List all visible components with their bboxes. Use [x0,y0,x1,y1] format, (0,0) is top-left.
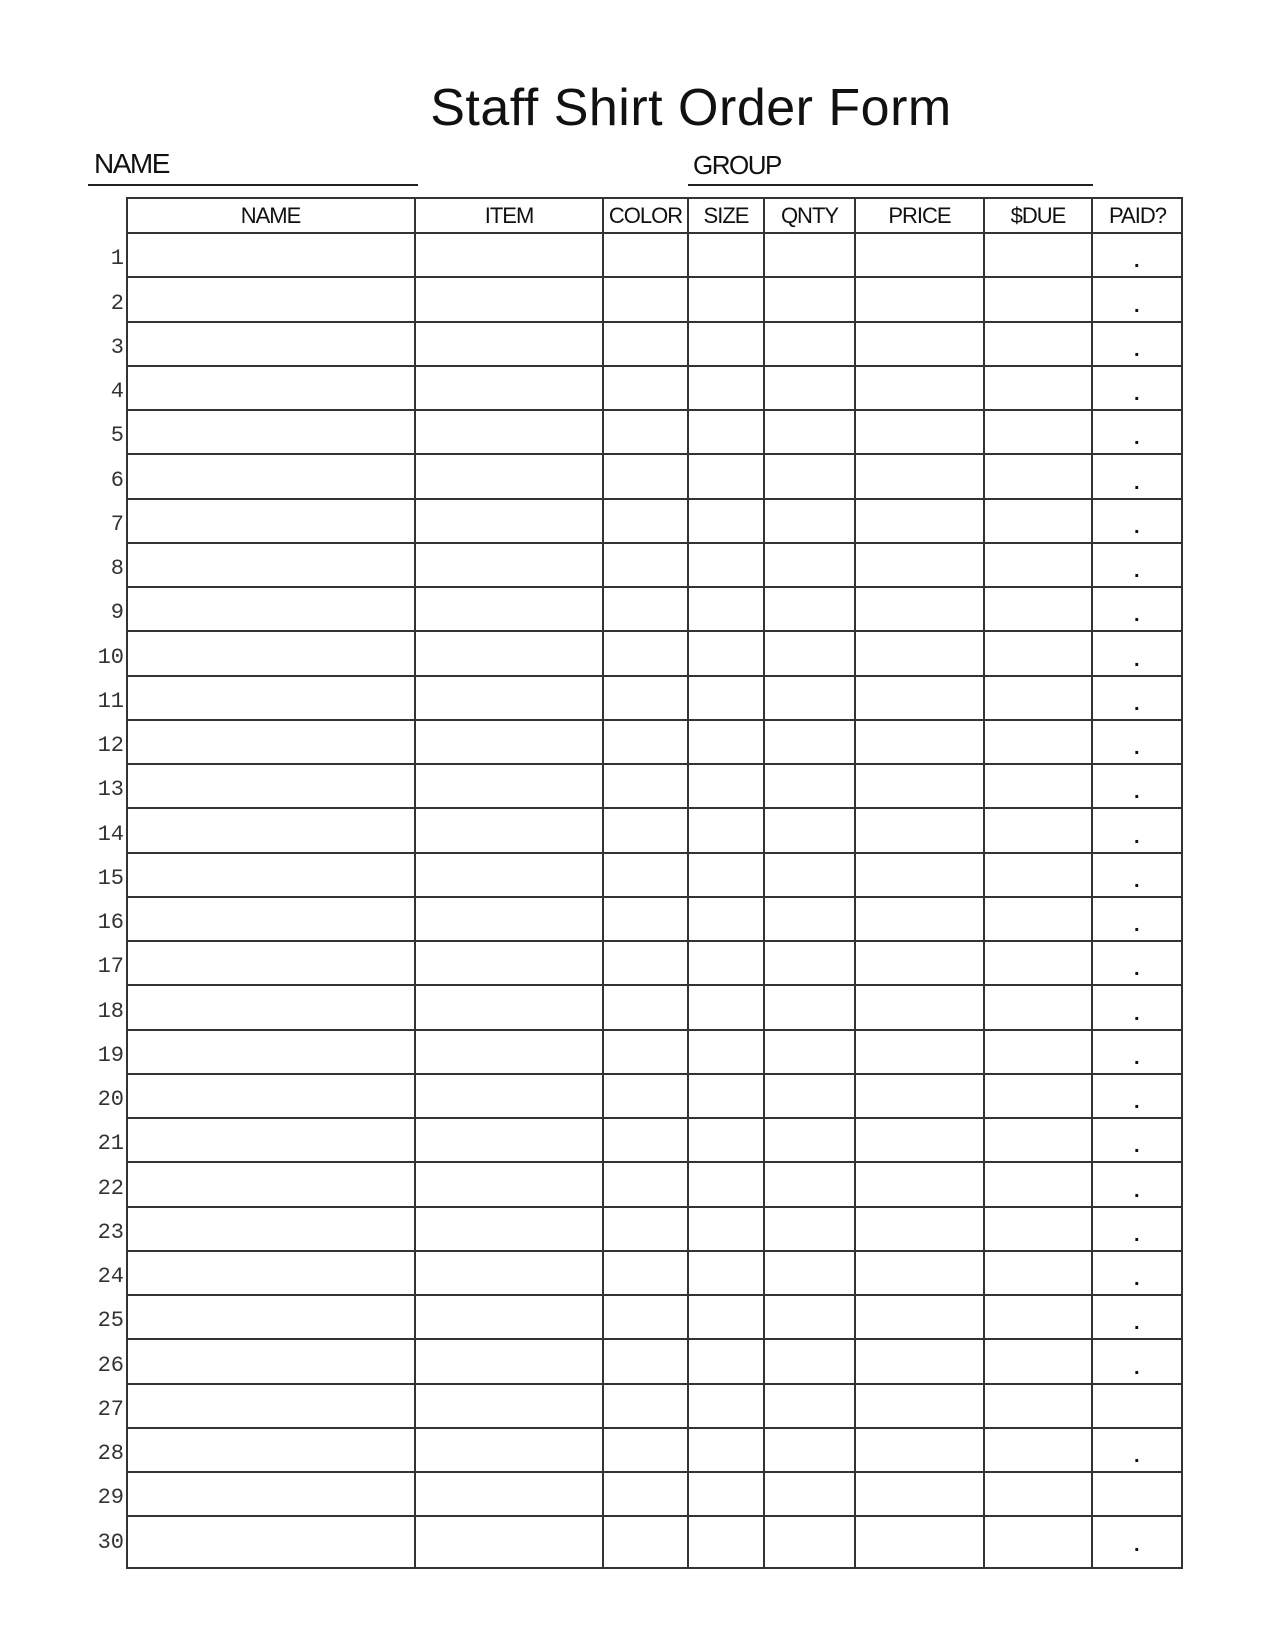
row-number: 17 [97,954,124,979]
table-cell[interactable] [688,1338,764,1382]
table-cell[interactable] [764,409,855,453]
table-cell[interactable] [603,940,688,984]
table-cell[interactable] [126,1250,415,1294]
column-header: $DUE [1010,203,1066,228]
table-cell[interactable] [415,1117,603,1161]
table-cell[interactable] [688,940,764,984]
row-number: 24 [97,1264,124,1289]
paid-mark: . [1134,516,1140,538]
table-cell[interactable] [415,1338,603,1382]
table-cell[interactable] [764,1338,855,1382]
table-cell[interactable] [1092,1471,1183,1515]
table-cell[interactable] [855,940,984,984]
table-cell[interactable] [126,1427,415,1471]
table-cell[interactable] [126,1294,415,1338]
table-cell[interactable] [415,807,603,851]
table-cell[interactable] [764,1206,855,1250]
row-number: 15 [97,866,124,891]
table-cell[interactable] [855,675,984,719]
table-cell[interactable] [764,1294,855,1338]
column-header: SIZE [703,203,749,228]
table-cell[interactable] [126,276,415,320]
table-cell[interactable] [764,1515,855,1559]
table-cell[interactable] [688,807,764,851]
table-cell[interactable] [688,852,764,896]
table-cell[interactable] [855,1206,984,1250]
table-cell[interactable] [126,409,415,453]
table-cell[interactable] [415,896,603,940]
column-header: NAME [240,203,301,228]
table-cell[interactable] [984,1117,1092,1161]
table-cell[interactable] [415,1383,603,1427]
table-cell[interactable] [415,409,603,453]
paid-mark: . [1134,1135,1140,1157]
table-cell[interactable] [688,1471,764,1515]
form-title: Staff Shirt Order Form [430,79,952,137]
table-cell[interactable] [984,852,1092,896]
paid-mark: . [1134,1445,1140,1467]
table-cell[interactable] [603,453,688,497]
table-cell[interactable] [855,453,984,497]
paid-mark: . [1134,383,1140,405]
paid-mark: . [1134,1534,1140,1556]
table-cell[interactable] [764,498,855,542]
table-cell[interactable] [415,1206,603,1250]
table-cell[interactable] [688,763,764,807]
table-cell[interactable] [603,1427,688,1471]
table-cell[interactable] [603,896,688,940]
table-cell[interactable] [764,1471,855,1515]
table-cell[interactable] [126,630,415,674]
table-cell[interactable] [603,719,688,763]
row-number: 8 [110,556,124,581]
table-cell[interactable] [603,498,688,542]
row-number: 20 [97,1087,124,1112]
table-cell[interactable] [126,1206,415,1250]
table-cell[interactable] [688,321,764,365]
table-cell[interactable] [764,807,855,851]
table-cell[interactable] [855,586,984,630]
table-cell[interactable] [855,1338,984,1382]
paid-mark: . [1134,560,1140,582]
table-cell[interactable] [126,321,415,365]
row-number: 16 [97,910,124,935]
table-cell[interactable] [855,498,984,542]
table-cell[interactable] [126,1515,415,1559]
table-cell[interactable] [603,852,688,896]
paid-mark: . [1134,339,1140,361]
table-cell[interactable] [984,630,1092,674]
row-number: 10 [97,645,124,670]
table-cell[interactable] [764,940,855,984]
table-cell[interactable] [415,1471,603,1515]
table-cell[interactable] [415,453,603,497]
table-cell[interactable] [984,586,1092,630]
table-cell[interactable] [1092,1383,1183,1427]
table-cell[interactable] [126,675,415,719]
row-number: 9 [110,600,124,625]
table-cell[interactable] [764,321,855,365]
table-cell[interactable] [984,453,1092,497]
table-cell[interactable] [415,719,603,763]
table-cell[interactable] [855,1383,984,1427]
table-cell[interactable] [855,1161,984,1205]
table-cell[interactable] [415,940,603,984]
table-cell[interactable] [126,719,415,763]
table-cell[interactable] [764,586,855,630]
column-header: ITEM [484,203,534,228]
table-cell[interactable] [126,807,415,851]
table-cell[interactable] [984,542,1092,586]
table-cell[interactable] [855,542,984,586]
column-header: PRICE [888,203,951,228]
table-cell[interactable] [855,365,984,409]
table-cell[interactable] [415,763,603,807]
table-cell[interactable] [855,984,984,1028]
table-cell[interactable] [984,763,1092,807]
table-cell[interactable] [855,1427,984,1471]
paid-mark: . [1134,427,1140,449]
table-cell[interactable] [126,586,415,630]
table-cell[interactable] [603,1029,688,1073]
table-cell[interactable] [855,1471,984,1515]
row-number: 4 [110,379,124,404]
table-cell[interactable] [688,276,764,320]
table-cell[interactable] [688,453,764,497]
table-cell[interactable] [126,365,415,409]
row-number: 25 [97,1308,124,1333]
table-cell[interactable] [984,1338,1092,1382]
paid-mark: . [1134,737,1140,759]
table-cell[interactable] [415,586,603,630]
paid-mark: . [1134,649,1140,671]
table-cell[interactable] [764,630,855,674]
table-cell[interactable] [764,763,855,807]
row-number: 14 [97,822,124,847]
table-cell[interactable] [415,321,603,365]
table-cell[interactable] [126,232,415,276]
table-cell[interactable] [126,1338,415,1382]
row-number: 29 [97,1485,124,1510]
paid-mark: . [1134,1357,1140,1379]
table-cell[interactable] [603,1515,688,1559]
paid-mark: . [1134,1047,1140,1069]
table-cell[interactable] [984,1383,1092,1427]
paid-mark: . [1134,870,1140,892]
table-cell[interactable] [984,1294,1092,1338]
table-cell[interactable] [984,719,1092,763]
table-cell[interactable] [764,1029,855,1073]
row-number: 6 [110,468,124,493]
table-cell[interactable] [415,498,603,542]
table-cell[interactable] [688,1427,764,1471]
name-field-line[interactable] [88,184,418,186]
table-cell[interactable] [415,984,603,1028]
table-cell[interactable] [415,852,603,896]
table-cell[interactable] [984,1073,1092,1117]
table-cell[interactable] [764,675,855,719]
row-number: 26 [97,1353,124,1378]
table-cell[interactable] [415,276,603,320]
table-cell[interactable] [603,586,688,630]
table-cell[interactable] [688,1161,764,1205]
row-number: 21 [97,1131,124,1156]
table-cell[interactable] [764,453,855,497]
table-cell[interactable] [984,896,1092,940]
name-field-label: NAME [94,148,169,179]
table-cell[interactable] [603,232,688,276]
table-cell[interactable] [603,763,688,807]
table-cell[interactable] [688,586,764,630]
table-cell[interactable] [764,232,855,276]
paid-mark: . [1134,1091,1140,1113]
table-cell[interactable] [688,1383,764,1427]
table-cell[interactable] [984,1515,1092,1559]
table-cell[interactable] [855,276,984,320]
table-cell[interactable] [603,1471,688,1515]
table-cell[interactable] [688,1029,764,1073]
table-cell[interactable] [603,807,688,851]
row-number: 13 [97,777,124,802]
table-cell[interactable] [764,276,855,320]
table-cell[interactable] [126,1073,415,1117]
paid-mark: . [1134,1312,1140,1334]
table-cell[interactable] [688,1515,764,1559]
table-cell[interactable] [984,1206,1092,1250]
paid-mark: . [1134,1224,1140,1246]
table-cell[interactable] [688,1206,764,1250]
table-cell[interactable] [415,232,603,276]
table-cell[interactable] [855,1073,984,1117]
paid-mark: . [1134,250,1140,272]
table-cell[interactable] [603,1338,688,1382]
table-cell[interactable] [688,984,764,1028]
table-cell[interactable] [984,321,1092,365]
row-number: 7 [110,512,124,537]
table-cell[interactable] [855,1117,984,1161]
table-cell[interactable] [603,1294,688,1338]
table-cell[interactable] [764,1427,855,1471]
paid-mark: . [1134,295,1140,317]
table-cell[interactable] [688,409,764,453]
table-cell[interactable] [984,409,1092,453]
table-cell[interactable] [855,807,984,851]
row-number: 2 [110,291,124,316]
table-cell[interactable] [688,675,764,719]
table-cell[interactable] [603,1161,688,1205]
table-cell[interactable] [415,365,603,409]
table-cell[interactable] [603,984,688,1028]
row-number: 12 [97,733,124,758]
table-cell[interactable] [603,365,688,409]
table-cell[interactable] [603,409,688,453]
row-number: 5 [110,423,124,448]
table-cell[interactable] [764,719,855,763]
paid-mark: . [1134,826,1140,848]
table-cell[interactable] [126,852,415,896]
table-cell[interactable] [603,1383,688,1427]
table-cell[interactable] [984,1029,1092,1073]
row-number: 11 [97,689,124,714]
table-cell[interactable] [984,940,1092,984]
row-number: 30 [97,1530,124,1555]
table-cell[interactable] [984,1471,1092,1515]
table-cell[interactable] [688,1250,764,1294]
column-header: PAID? [1109,203,1166,228]
table-cell[interactable] [126,1471,415,1515]
paid-mark: . [1134,1268,1140,1290]
table-cell[interactable] [855,321,984,365]
table-cell[interactable] [855,1294,984,1338]
table-cell[interactable] [984,1427,1092,1471]
table-cell[interactable] [603,675,688,719]
table-cell[interactable] [764,1383,855,1427]
row-number: 28 [97,1441,124,1466]
table-cell[interactable] [688,719,764,763]
table-cell[interactable] [688,365,764,409]
table-cell[interactable] [415,630,603,674]
table-cell[interactable] [603,1206,688,1250]
row-number: 19 [97,1043,124,1068]
table-cell[interactable] [764,1073,855,1117]
table-cell[interactable] [603,630,688,674]
table-cell[interactable] [603,542,688,586]
table-cell[interactable] [415,1515,603,1559]
table-cell[interactable] [764,896,855,940]
table-cell[interactable] [415,1250,603,1294]
table-cell[interactable] [688,1294,764,1338]
table-cell[interactable] [603,321,688,365]
table-cell[interactable] [984,1250,1092,1294]
table-cell[interactable] [126,896,415,940]
table-cell[interactable] [764,1161,855,1205]
paid-mark: . [1134,693,1140,715]
table-cell[interactable] [984,675,1092,719]
paid-mark: . [1134,604,1140,626]
row-number: 3 [110,335,124,360]
table-cell[interactable] [126,1117,415,1161]
paid-mark: . [1134,1180,1140,1202]
table-cell[interactable] [415,1161,603,1205]
table-cell[interactable] [764,1117,855,1161]
row-number: 1 [110,246,124,271]
row-number: 27 [97,1397,124,1422]
table-cell[interactable] [415,1294,603,1338]
table-cell[interactable] [688,542,764,586]
table-cell[interactable] [126,1029,415,1073]
table-cell[interactable] [764,365,855,409]
table-cell[interactable] [764,542,855,586]
table-cell[interactable] [764,852,855,896]
table-cell[interactable] [126,542,415,586]
column-header: COLOR [608,203,683,228]
table-cell[interactable] [415,1073,603,1117]
table-cell[interactable] [126,940,415,984]
table-cell[interactable] [984,984,1092,1028]
table-cell[interactable] [415,1427,603,1471]
table-cell[interactable] [984,232,1092,276]
table-cell[interactable] [688,232,764,276]
table-cell[interactable] [603,1250,688,1294]
table-cell[interactable] [855,409,984,453]
table-cell[interactable] [855,896,984,940]
table-cell[interactable] [603,1073,688,1117]
table-cell[interactable] [855,1250,984,1294]
table-cell[interactable] [855,1515,984,1559]
table-cell[interactable] [126,498,415,542]
group-field-label: GROUP [693,150,781,180]
table-cell[interactable] [688,1117,764,1161]
table-cell[interactable] [984,365,1092,409]
table-cell[interactable] [855,1029,984,1073]
table-cell[interactable] [688,1073,764,1117]
table-cell[interactable] [603,1117,688,1161]
table-cell[interactable] [855,719,984,763]
table-cell[interactable] [126,763,415,807]
group-field-line[interactable] [688,184,1093,186]
table-cell[interactable] [984,807,1092,851]
table-cell[interactable] [764,984,855,1028]
table-cell[interactable] [688,896,764,940]
table-cell[interactable] [984,498,1092,542]
table-cell[interactable] [415,542,603,586]
table-cell[interactable] [603,276,688,320]
table-cell[interactable] [855,630,984,674]
table-cell[interactable] [855,232,984,276]
column-header: QNTY [780,203,839,228]
table-cell[interactable] [126,984,415,1028]
table-cell[interactable] [126,1161,415,1205]
table-cell[interactable] [855,852,984,896]
table-cell[interactable] [764,1250,855,1294]
table-cell[interactable] [984,276,1092,320]
table-cell[interactable] [126,453,415,497]
table-cell[interactable] [415,675,603,719]
paid-mark: . [1134,958,1140,980]
table-cell[interactable] [855,763,984,807]
table-cell[interactable] [688,630,764,674]
row-number: 22 [97,1176,124,1201]
row-number: 23 [97,1220,124,1245]
paid-mark: . [1134,914,1140,936]
table-cell[interactable] [984,1161,1092,1205]
paid-mark: . [1134,781,1140,803]
paid-mark: . [1134,472,1140,494]
paid-mark: . [1134,1003,1140,1025]
table-cell[interactable] [126,1383,415,1427]
row-number: 18 [97,999,124,1024]
table-cell[interactable] [415,1029,603,1073]
table-cell[interactable] [688,498,764,542]
